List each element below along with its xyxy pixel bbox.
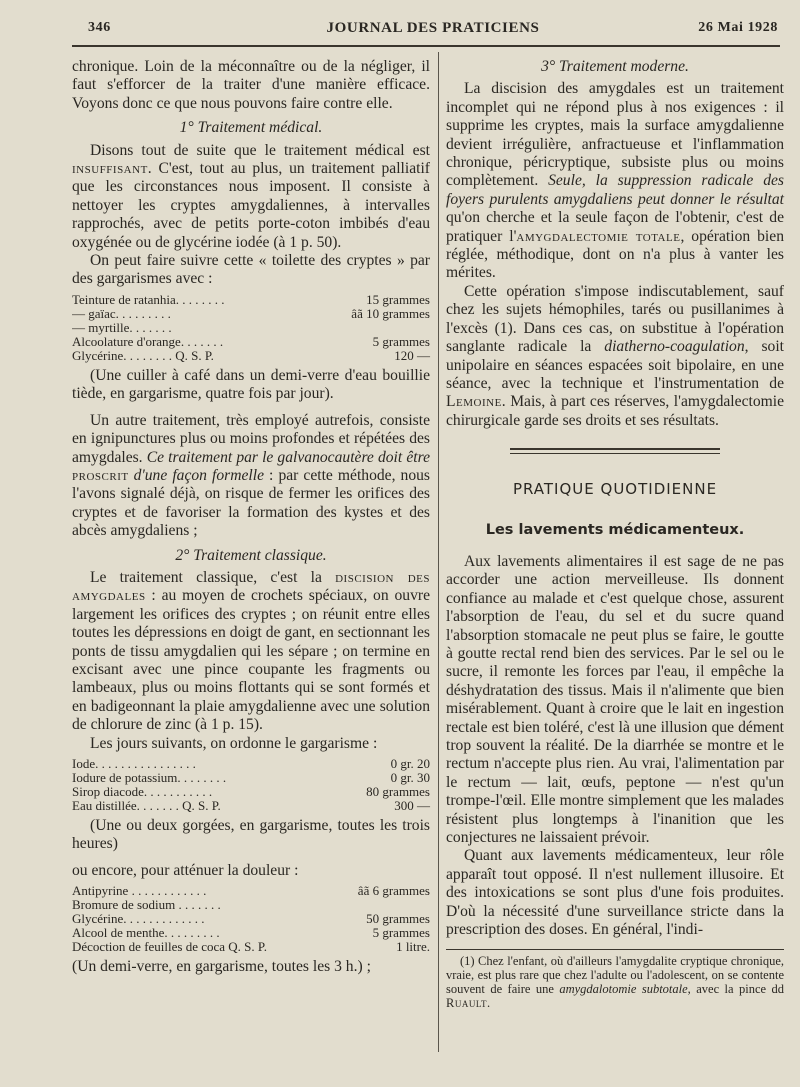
footnote-rule [446,949,784,950]
paragraph: Cette opération s'impose indiscutablement, sauf chez les sujets hémophiles, tarés ou pusillanimes à l'excès (1). Dans ces cas, on substitue à l'opération sanglante radicale la diatherno-coagulation, soit unipolaire en séances espacées soit bipolaire, en une séance, avec la technique et l'instrumentation de Lemoine. Mais, à part ces réserves, l'amygdalectomie chirurgicale garde ses droits et ses résultats. [446,282,785,429]
ingredient-name: Alcoolature d'orange. . . . . . . [72,334,224,349]
ingredient-name: Iodure de potassium. . . . . . . . [72,771,227,785]
ingredient-quantity: 50 grammes [366,911,430,927]
article-title: Les lavements médicamenteux. [485,521,745,538]
paragraph: chronique. Loin de la méconnaître ou de la négliger, il faut s'efforcer de la traiter d'une manière efficace. Voyons donc ce que nous pouvons faire contre elle. [72,58,430,112]
paragraph: Le traitement classique, c'est la discision des amygdales : au moyen de crochets spéciaux, on ouvre largement les orifices des cryptes ; on réunit entre elles toutes les dépressions en doigt de gant, en sectionnant les ponts de tissu amygdalien qui les sépare ; on termine en excisant avec une pince coupante les fragments ou lambeaux, plus ou moins flottants qui se sont formés et en badigeonnant la plaie amygdalienne avec une solution de chlorure de zinc (à 1 p. 15). [72,568,430,734]
prescription-row [72,912,430,926]
paragraph: (Une ou deux gorgées, en gargarisme, toutes les trois heures) [72,817,430,853]
paragraph: (Une cuiller à café dans un demi-verre d'eau bouillie tiède, en gargarisme, quatre fois par jour). [72,366,430,403]
issue-date: 26 Mai 1928 [698,20,778,35]
ingredient-quantity: 80 grammes [366,784,430,799]
paragraph: Aux lavements alimentaires il est sage de ne pas accorder une action merveilleuse. Ils donnent confiance au malade et c'est quelque chose, assurent l'absorption de l'eau, du sel et du sucre quand l'absorption stomacale ne peut plus se faire, le goutte à goutte rectal rend bien des services. Par le sel ou le sucre, il remonte les forces par l'eau, il empêche la déshydratation des tissus. Mais il n'alimente que bien misérablement. Quant à croire que le lait en ingestion rectale est bien toléré, c'est là une illusion que dément trop souvent la réalité. De la diarrhée se montre et le rectum n'accepte plus rien. Au vrai, l'alimentation par le rectum — lait, œufs, peptone — n'est qu'un trompe-l'œil. Elle montre simplement que les malades résistent plus longtemps à l'inanition que les conjectures ne laissaient prévoir. [446,552,784,847]
ingredient-quantity: 15 grammes [366,291,430,307]
ingredient-name: Alcool de menthe. . . . . . . . . [72,926,220,941]
page-number: 346 [88,20,111,35]
ingredient-quantity: 1 litre. [396,939,430,955]
prescription-row [72,349,430,363]
section-heading-medical: 1° Traitement médical. [179,119,323,137]
prescription-iode [72,757,430,813]
prescription-row [72,335,430,349]
paragraph: Disons tout de suite que le traitement médical est insuffisant. C'est, tout au plus, un traitement palliatif que les circonstances nous imposent. Il consiste à nettoyer les cryptes amygdaliennes, à intervalles rapprochés, avec de petits porte-coton imbibés d'eau oxygénée ou de glycérine iodée (à 1 p. 50). [72,141,430,251]
paragraph: La discision des amygdales est un traitement incomplet qui ne répond plus à nos exigences : il supprime les cryptes, mais la surface amygdalienne devient irrégulière, anfractueuse et l'inflammation chronique, péricryptique, subsiste plus ou moins complètement. Seule, la suppression radicale des foyers purulents amygdaliens peut donner le résultat qu'on cherche et la seule façon de l'obtenir, c'est de pratiquer l'amygdalectomie totale, opération bien réglée, méthodique, dont on n'a plus à vanter les mérites. [446,80,784,282]
paragraph: On peut faire suivre cette « toilette des cryptes » par des gargarismes avec : [72,252,430,288]
prescription-antipyrine [72,884,430,954]
ingredient-name: Iode. . . . . . . . . . . . . . . . [72,757,196,771]
ingredient-name: Eau distillée. . . . . . . Q. S. P. [72,799,221,813]
ingredient-quantity: 300 — [394,798,430,813]
journal-title: JOURNAL DES PRATICIENS [326,20,540,36]
prescription-row [72,884,430,898]
ingredient-name: Décoction de feuilles de coca Q. S. P. [72,940,267,955]
section-separator [510,448,720,454]
ingredient-quantity: 120 — [394,347,430,363]
ingredient-quantity: 5 grammes [372,925,430,941]
ingredient-quantity: 0 gr. 20 [390,756,430,771]
prescription-row [72,898,430,912]
footnote: (1) Chez l'enfant, où d'ailleurs l'amygdalite cryptique chronique, vraie, est plus rare que chez l'adulte ou l'adolescent, on se contente souvent de faire une amygdalotomie subtotale, avec la pince dd Ruault. [446,954,784,1011]
ingredient-name: Glycérine. . . . . . . . Q. S. P. [72,348,214,363]
paragraph: Un autre traitement, très employé autrefois, consiste en ignipunctures plus ou moins profondes et répétées des amygdales. Ce traitement par le galvanocautère doit être proscrit d'une façon formelle : par cette méthode, nous l'avons signalé déjà, on risque de fermer les orifices des cryptes et de favoriser la formation des kystes et des abcès amygdaliens ; [72,411,430,540]
prescription-row [72,771,430,785]
paragraph: ou encore, pour atténuer la douleur : [72,861,299,879]
section-heading-classic: 2° Traitement classique. [175,546,327,564]
paragraph: (Un demi-verre, en gargarisme, toutes les 3 h.) ; [72,958,371,976]
section-heading-modern: 3° Traitement moderne. [541,58,689,75]
ingredient-quantity: 0 gr. 30 [390,770,430,785]
paragraph: Les jours suivants, on ordonne le gargarisme : [90,734,378,752]
column-divider [438,52,439,1052]
ingredient-name: Glycérine. . . . . . . . . . . . . [72,912,205,927]
prescription-row [72,307,430,321]
right-column [446,58,784,1010]
prescription-row [72,321,430,335]
ingredient-quantity: 5 grammes [372,333,430,349]
section-title: PRATIQUE QUOTIDIENNE [512,480,718,499]
left-column [72,58,430,977]
page-header [88,20,778,42]
prescription-row [72,926,430,940]
ingredient-name: — myrtille. . . . . . . [72,320,172,335]
ingredient-name: — gaïac. . . . . . . . . [72,306,171,321]
ingredient-name: Bromure de sodium . . . . . . . [72,898,221,913]
header-rule [72,45,780,47]
prescription-gargarisme [72,293,430,363]
prescription-row [72,940,430,954]
ingredient-name: Antipyrine . . . . . . . . . . . . [72,884,207,899]
ingredient-name: Teinture de ratanhia. . . . . . . . [72,292,225,307]
ingredient-name: Sirop diacode. . . . . . . . . . . [72,785,213,799]
prescription-row [72,293,430,307]
prescription-row [72,785,430,799]
prescription-row [72,757,430,771]
paragraph: Quant aux lavements médicamenteux, leur rôle apparaît tout opposé. Il n'est nullement illusoire. Et des intoxications se sont plus d'une fois produites. D'où la nécessité d'une surveillance stricte dans la prescription des doses. En général, l'indi- [446,847,784,939]
ingredient-quantity: âã 10 grammes [351,305,430,321]
ingredient-quantity: âã 6 grammes [357,883,430,899]
prescription-row [72,799,430,813]
